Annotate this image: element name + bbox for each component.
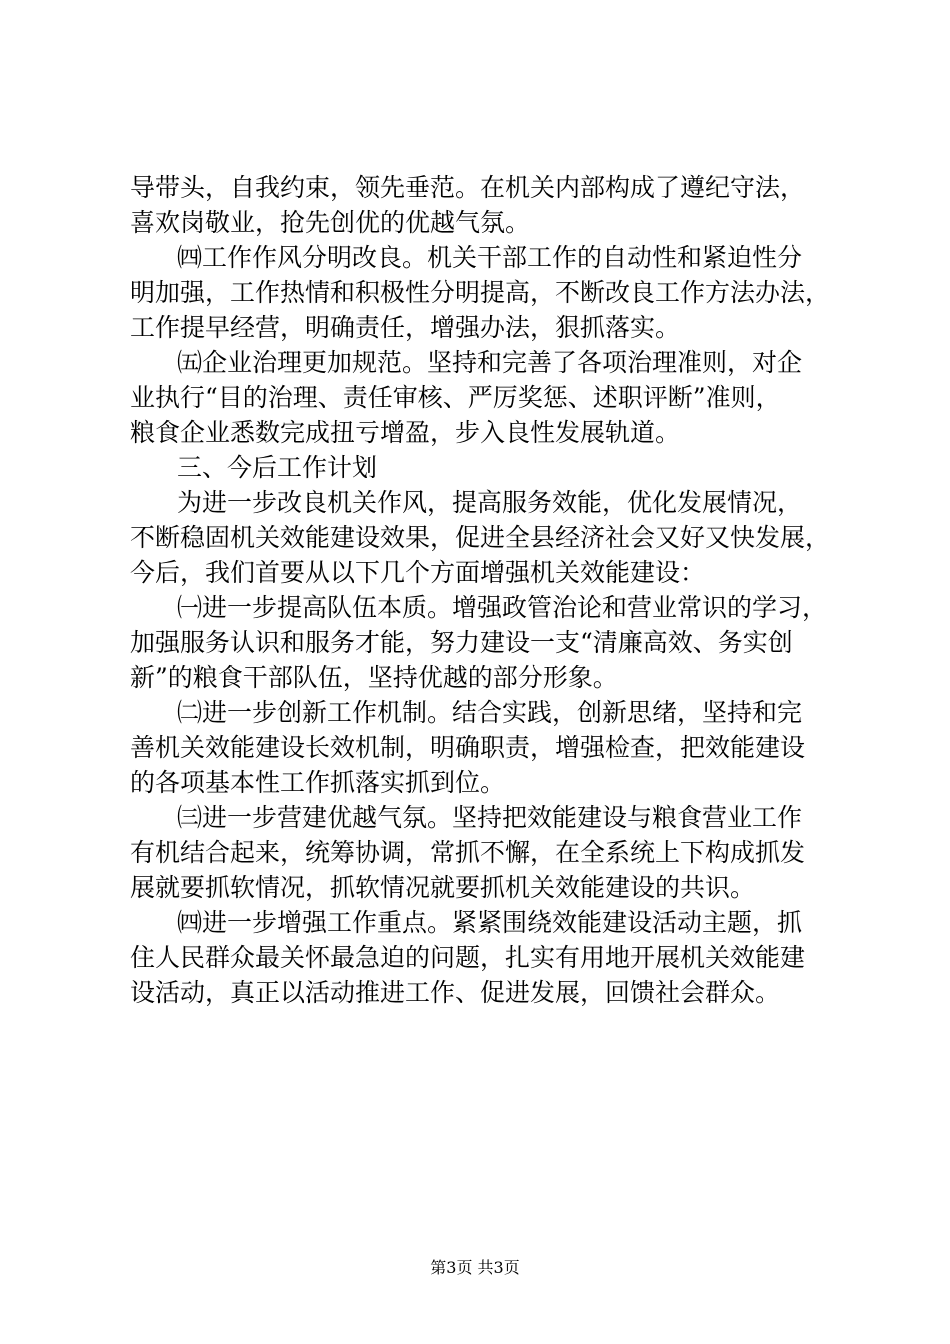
paragraph-first-line: ㈢进一步营建优越气氛。坚持把效能建设与粮食营业工作 — [177, 803, 803, 832]
text-line: 今后，我们首要从以下几个方面增强机关效能建设： — [130, 558, 706, 587]
paragraph-first-line: ㈡进一步创新工作机制。结合实践，创新思绪，坚持和完 — [177, 698, 803, 727]
text-line: 工作提早经营，明确责任，增强办法，狠抓落实。 — [130, 313, 681, 342]
page-footer — [0, 1258, 950, 1278]
paragraph-first-line: ㈠进一步提高队伍本质。增强政管治论和营业常识的学习， — [177, 593, 828, 622]
text-line: 善机关效能建设长效机制，明确职责，增强检查，把效能建设 — [130, 733, 806, 762]
text-line: 喜欢岗敬业，抢先创优的优越气氛。 — [130, 208, 531, 237]
text-line: 设活动，真正以活动推进工作、促进发展，回馈社会群众。 — [130, 978, 781, 1007]
section-heading: 三、今后工作计划 — [177, 453, 378, 482]
document-body — [130, 170, 830, 1010]
paragraph-first-line: ㈣工作作风分明改良。机关干部工作的自动性和紧迫性分 — [177, 243, 803, 272]
text-line: 展就要抓软情况，抓软情况就要抓机关效能建设的共识。 — [130, 873, 756, 902]
text-line: 的各项基本性工作抓落实抓到位。 — [130, 768, 506, 797]
paragraph-first-line: ㈤企业治理更加规范。坚持和完善了各项治理准则，对企 — [177, 348, 803, 377]
text-line: 导带头，自我约束，领先垂范。在机关内部构成了遵纪守法， — [130, 173, 806, 202]
text-line: 粮食企业悉数完成扭亏增盈，步入良性发展轨道。 — [130, 418, 681, 447]
text-line: 业执行“目的治理、责任审核、严厉奖惩、述职评断”准则， — [130, 383, 781, 412]
text-line: 住人民群众最关怀最急迫的问题，扎实有用地开展机关效能建 — [130, 943, 806, 972]
text-line: 新”的粮食干部队伍，坚持优越的部分形象。 — [130, 663, 618, 692]
text-line: 加强服务认识和服务才能，努力建设一支“清廉高效、务实创 — [130, 628, 793, 657]
page-number-indicator: 第3页 共3页 — [430, 1258, 520, 1277]
paragraph-first-line: 为进一步改良机关作风，提高服务效能，优化发展情况， — [177, 488, 803, 517]
paragraph-first-line: ㈣进一步增强工作重点。紧紧围绕效能建设活动主题，抓 — [177, 908, 803, 937]
text-line: 不断稳固机关效能建设效果，促进全县经济社会又好又快发展， — [130, 523, 831, 552]
text-line: 明加强，工作热情和积极性分明提高，不断改良工作方法办法， — [130, 278, 831, 307]
text-line: 有机结合起来，统筹协调，常抓不懈，在全系统上下构成抓发 — [130, 838, 806, 867]
